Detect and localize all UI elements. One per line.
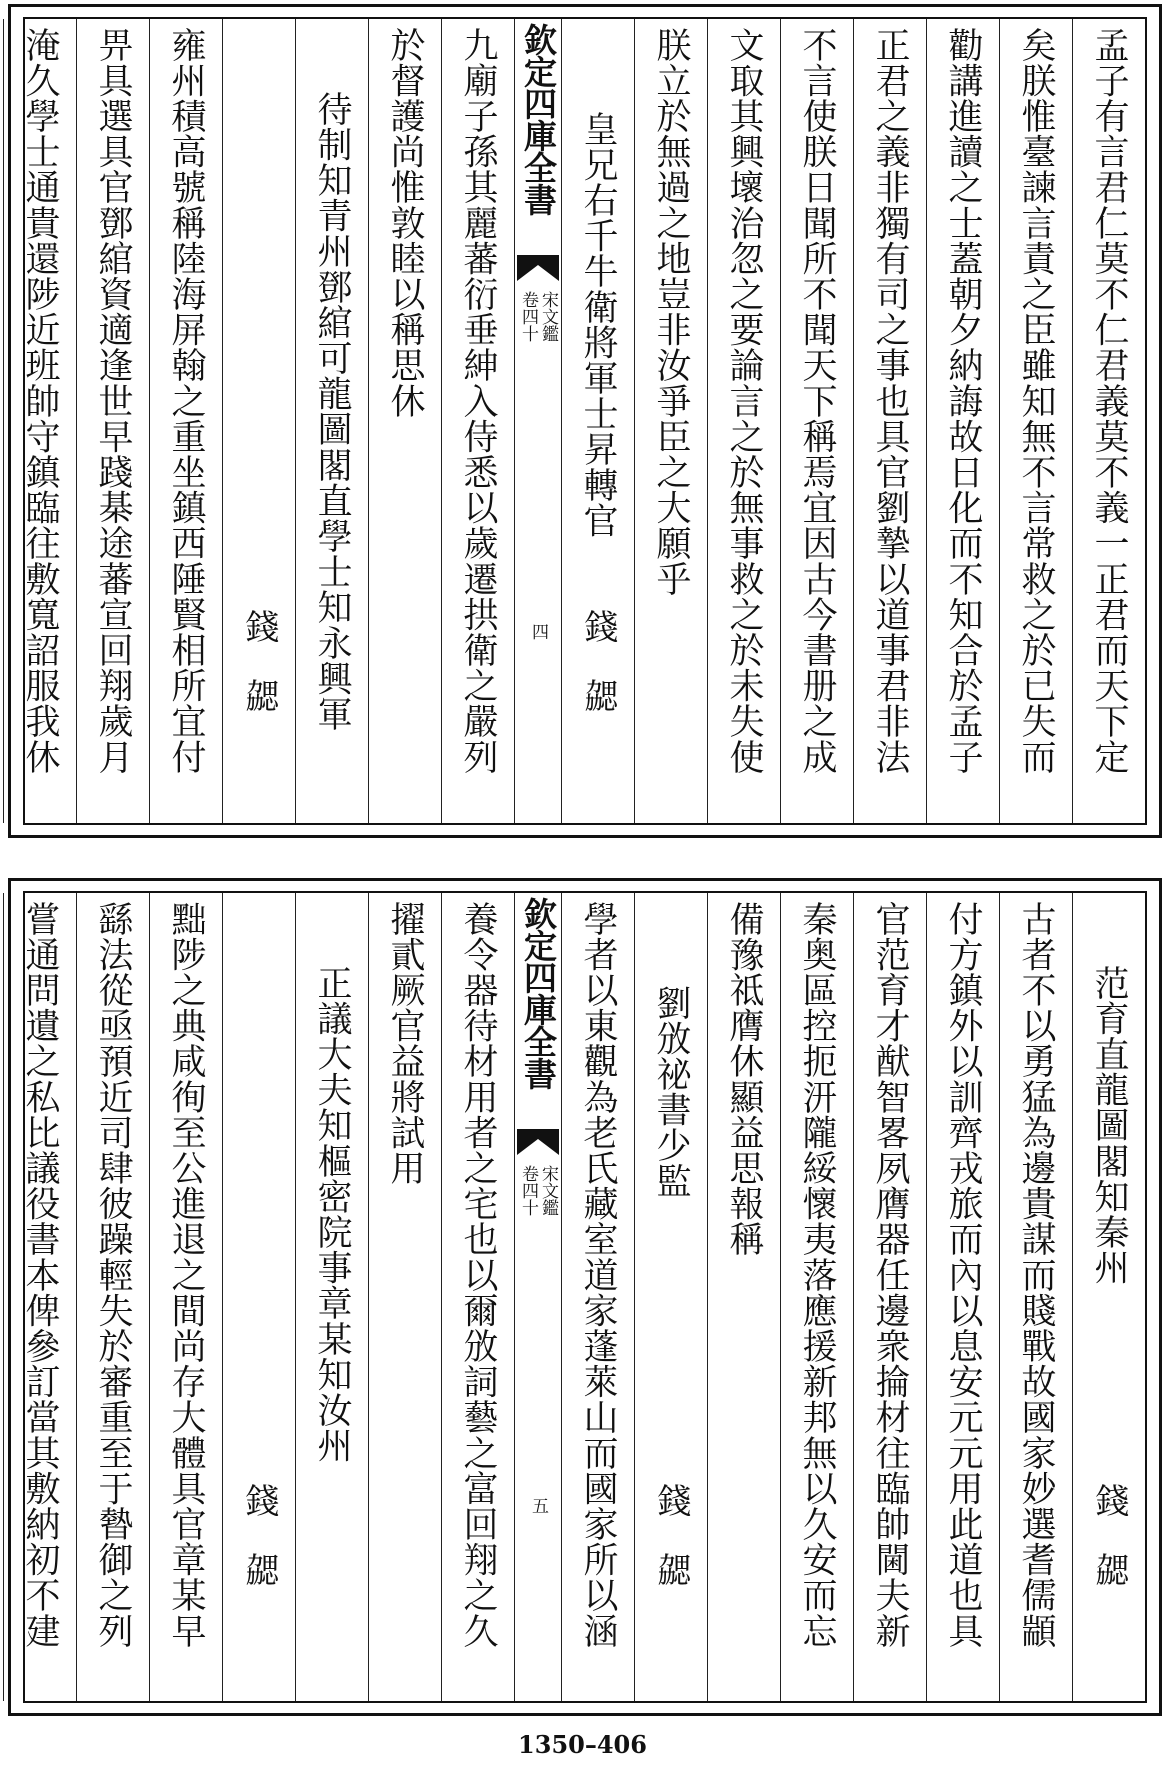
volume-number: 卷四十 [518, 291, 538, 342]
author-name: 錢 勰 [239, 1483, 279, 1587]
text-column: 備豫祗膺休顯益思報稱 [707, 893, 780, 1701]
book-title: 欽定四庫全書 [519, 23, 558, 215]
text-column: 秦奥區控扼汧隴綏懷夷落應援新邦無以久安而忘 [780, 893, 853, 1701]
heading-column: 劉攽祕書少監 錢 勰 [634, 893, 707, 1701]
volume-number: 卷四十 [518, 1165, 538, 1216]
volume-label [515, 1165, 561, 1216]
volume-label [515, 291, 561, 342]
text-column: 孟子有言君仁莫不仁君義莫不義一正君而天下定 [1072, 19, 1145, 823]
text-column: 文取其興壞治忽之要論言之於無事救之於未失使 [707, 19, 780, 823]
text-column: 黜陟之典咸徇至公進退之間尚存大體具官章某早 [149, 893, 222, 1701]
author-column [222, 893, 295, 1701]
author-name: 錢 勰 [578, 609, 618, 713]
text-column: 於督護尚惟敦睦以稱思休 [368, 19, 441, 823]
text-column: 養令器待材用者之宅也以爾攽詞藝之富回翔之久 [441, 893, 514, 1701]
page-number: 五 [528, 1497, 548, 1514]
text-column: 雍州積高號稱陸海屏翰之重坐鎮西陲賢相所宜付 [149, 19, 222, 823]
heading-column: 待制知青州鄧綰可龍圖閣直學士知永興軍 [295, 19, 368, 823]
text-column: 官范育才猷智畧夙膺器任邊衆掄材往臨帥閫夫新 [853, 893, 926, 1701]
author-name: 錢 勰 [651, 1483, 691, 1587]
text-column [0, 893, 3, 1701]
text-column: 淹久學士通貴還陟近班帥守鎮臨往敷寬詔服我休 [3, 19, 76, 823]
text-column: 畀具選具官鄧綰資適逢世早踐棊途蕃宣回翔歲月 [76, 19, 149, 823]
page-number: 四 [528, 623, 548, 640]
center-fold [514, 893, 561, 1701]
text-column [0, 19, 3, 823]
page-bottom [8, 878, 1162, 1716]
catalog-number: 1350–406 [518, 1730, 647, 1759]
text-column: 不言使朕日聞所不聞天下稱焉宜因古今書册之成 [780, 19, 853, 823]
text-column: 擢貳厥官益將試用 [368, 893, 441, 1701]
book-title: 欽定四庫全書 [519, 897, 558, 1089]
text-column: 朕立於無過之地豈非汝爭臣之大願乎 [634, 19, 707, 823]
fishtail-mark-icon [517, 255, 559, 281]
text-column: 九廟子孫其麗蕃衍垂紳入侍悉以歲遷拱衛之嚴列 [441, 19, 514, 823]
page-top [8, 4, 1162, 838]
collection-name: 宋文鑑 [538, 291, 558, 342]
author-column [222, 19, 295, 823]
text-column: 學者以東觀為老氏藏室道家蓬萊山而國家所以涵 [561, 893, 634, 1701]
text-column: 矣朕惟臺諫言責之臣雖知無不言常救之於已失而 [999, 19, 1072, 823]
text-column: 正君之義非獨有司之事也具官劉摯以道事君非法 [853, 19, 926, 823]
text-column: 嘗通問遺之私比議役書本俾參訂當其敷納初不建 [3, 893, 76, 1701]
author-name: 錢 勰 [1089, 1483, 1129, 1587]
text-column: 付方鎮外以訓齊戎旅而內以息安元元用此道也具 [926, 893, 999, 1701]
heading-column: 正議大夫知樞密院事章某知汝州 [295, 893, 368, 1701]
page-frame-bottom [20, 891, 1147, 1703]
fishtail-mark-icon [517, 1129, 559, 1155]
heading-column: 范育直龍圖閣知秦州 錢 勰 [1072, 893, 1145, 1701]
text-column: 勸講進讀之士蓋朝夕納誨故日化而不知合於孟子 [926, 19, 999, 823]
text-column: 繇法從亟預近司肆彼躁輕失於審重至于暬御之列 [76, 893, 149, 1701]
text-column: 古者不以勇猛為邊貴謀而賤戰故國家妙選耆儒顓 [999, 893, 1072, 1701]
heading-column: 皇兄右千牛衛將軍士昇轉官 錢 勰 [561, 19, 634, 823]
author-name: 錢 勰 [239, 609, 279, 713]
center-fold [514, 19, 561, 823]
page-frame-top [20, 17, 1147, 825]
collection-name: 宋文鑑 [538, 1165, 558, 1216]
